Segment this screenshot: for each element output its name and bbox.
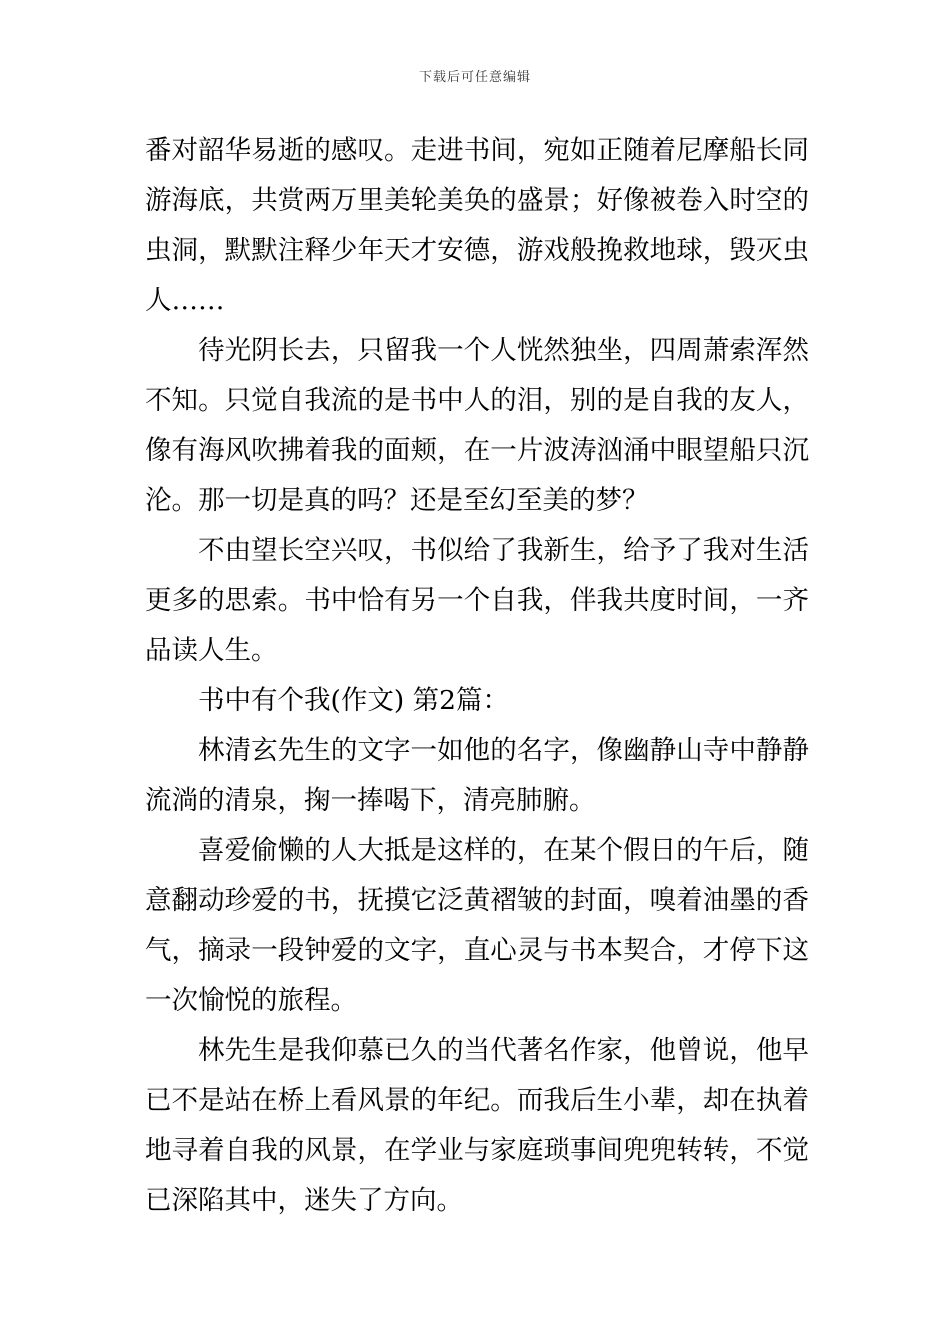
paragraph-1: 番对韶华易逝的感叹。走进书间，宛如正随着尼摩船长同游海底，共赏两万里美轮美奂的盛景；好像被卷入时空的虫洞，默默注释少年天才安德，游戏般挽救地球，毁灭虫人……	[145, 135, 809, 316]
paragraph-4: 林清玄先生的文字一如他的名字，像幽静山寺中静静流淌的清泉，掬一捧喝下，清亮肺腑。	[145, 735, 809, 816]
page-header: 下载后可任意编辑	[418, 70, 531, 85]
document-body	[145, 126, 809, 1226]
paragraph-3: 不由望长空兴叹，书似给了我新生，给予了我对生活更多的思索。书中恰有另一个自我，伴我共度时间，一齐品读人生。	[145, 535, 809, 666]
paragraph-2: 待光阴长去，只留我一个人恍然独坐，四周萧索浑然不知。只觉自我流的是书中人的泪，别的是自我的友人，像有海风吹拂着我的面颊，在一片波涛汹涌中眼望船只沉沦。那一切是真的吗？还是至幻至美的梦？	[145, 335, 809, 516]
paragraph-6: 林先生是我仰慕已久的当代著名作家，他曾说，他早已不是站在桥上看风景的年纪。而我后生小辈，却在执着地寻着自我的风景，在学业与家庭琐事间兜兜转转，不觉已深陷其中，迷失了方向。	[145, 1035, 809, 1216]
paragraph-5: 喜爱偷懒的人大抵是这样的，在某个假日的午后，随意翻动珍爱的书，抚摸它泛黄褶皱的封面，嗅着油墨的香气，摘录一段钟爱的文字，直心灵与书本契合，才停下这一次愉悦的旅程。	[145, 835, 809, 1016]
section-heading: 书中有个我(作文) 第2篇：	[198, 685, 509, 716]
